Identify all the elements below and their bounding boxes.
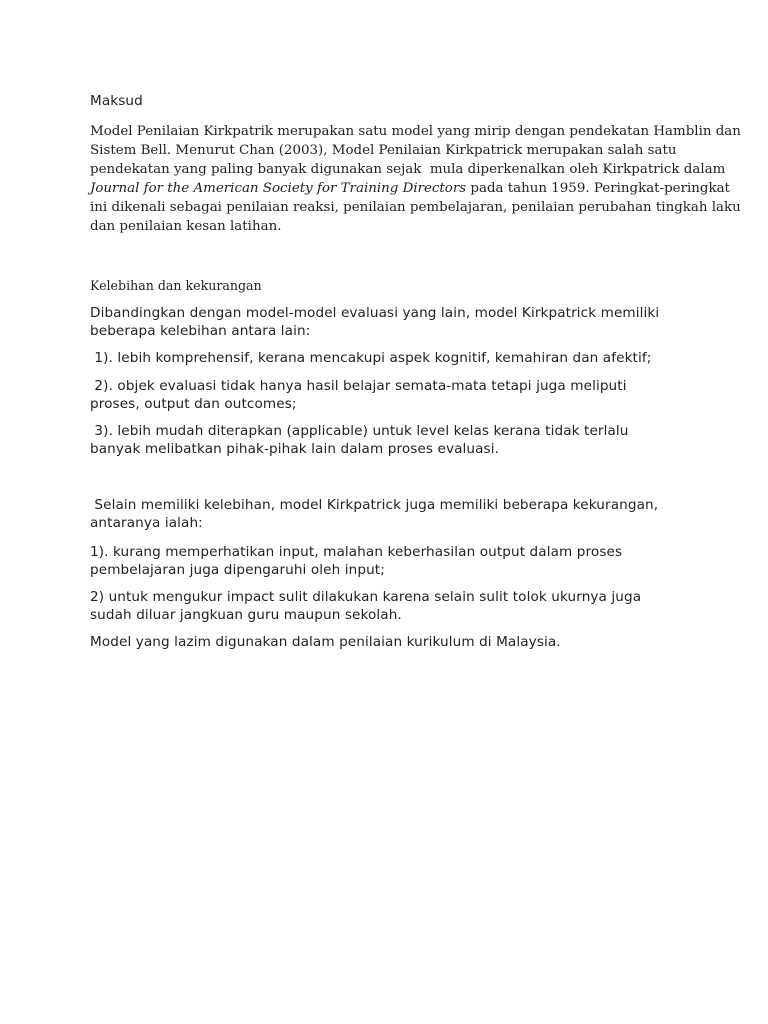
list-item-line: 1). kurang memperhatikan input, malahan keberhasilan output dalam proses — [90, 544, 623, 560]
list-item-kelebihan-3 — [90, 422, 690, 458]
heading-kelebihan-kekurangan — [90, 276, 690, 295]
list-item-line: pembelajaran juga dipengaruhi oleh input; — [90, 562, 385, 578]
list-item-line: sudah diluar jangkuan guru maupun sekolah. — [90, 607, 402, 623]
heading-maksud-text: Maksud — [90, 93, 143, 109]
list-item-line: 2) untuk mengukur impact sulit dilakukan karena selain sulit tolok ukurnya juga — [90, 589, 642, 605]
paragraph-line: antaranya ialah: — [90, 515, 203, 531]
paragraph-line: pendekatan yang paling banyak digunakan sejak mula diperkenalkan oleh Kirkpatrick dalam — [90, 162, 726, 177]
list-item-kekurangan-2 — [90, 588, 690, 624]
paragraph-line-rest: pada tahun 1959. Peringkat-peringkat — [466, 181, 730, 196]
list-item-line: banyak melibatkan pihak-pihak lain dalam proses evaluasi. — [90, 441, 500, 457]
paragraph-closing — [90, 633, 690, 651]
list-item-kekurangan-1 — [90, 543, 690, 579]
paragraph-intro-kelebihan — [90, 304, 690, 340]
paragraph-line: Sistem Bell. Menurut Chan (2003), Model Penilaian Kirkpatrick merupakan salah satu — [90, 143, 677, 158]
list-item-line: 1). lebih komprehensif, kerana mencakupi aspek kognitif, kemahiran dan afektif; — [90, 350, 652, 366]
paragraph-model-kirkpatrick — [90, 122, 741, 236]
paragraph-line — [90, 179, 730, 198]
paragraph-line: dan penilaian kesan latihan. — [90, 219, 282, 234]
paragraph-intro-kekurangan — [90, 496, 690, 532]
heading-kelebihan-text: Kelebihan dan kekurangan — [90, 278, 262, 293]
journal-title: Journal for the American Society for Training Directors — [90, 181, 467, 196]
list-item-kelebihan-2 — [90, 377, 690, 413]
paragraph-line: ini dikenali sebagai penilaian reaksi, penilaian pembelajaran, penilaian perubahan tingkah laku — [90, 200, 741, 215]
list-item-line: proses, output dan outcomes; — [90, 396, 297, 412]
list-item-kelebihan-1 — [90, 349, 690, 367]
paragraph-line: Model yang lazim digunakan dalam penilaian kurikulum di Malaysia. — [90, 634, 561, 650]
paragraph-line: Selain memiliki kelebihan, model Kirkpatrick juga memiliki beberapa kekurangan, — [90, 497, 659, 513]
paragraph-line: beberapa kelebihan antara lain: — [90, 323, 311, 339]
paragraph-line: Dibandingkan dengan model-model evaluasi yang lain, model Kirkpatrick memiliki — [90, 305, 660, 321]
list-item-line: 2). objek evaluasi tidak hanya hasil belajar semata-mata tetapi juga meliputi — [90, 378, 627, 394]
heading-maksud — [90, 92, 690, 110]
list-item-line: 3). lebih mudah diterapkan (applicable) untuk level kelas kerana tidak terlalu — [90, 423, 629, 439]
paragraph-line: Model Penilaian Kirkpatrik merupakan satu model yang mirip dengan pendekatan Hamblin dan — [90, 124, 741, 139]
